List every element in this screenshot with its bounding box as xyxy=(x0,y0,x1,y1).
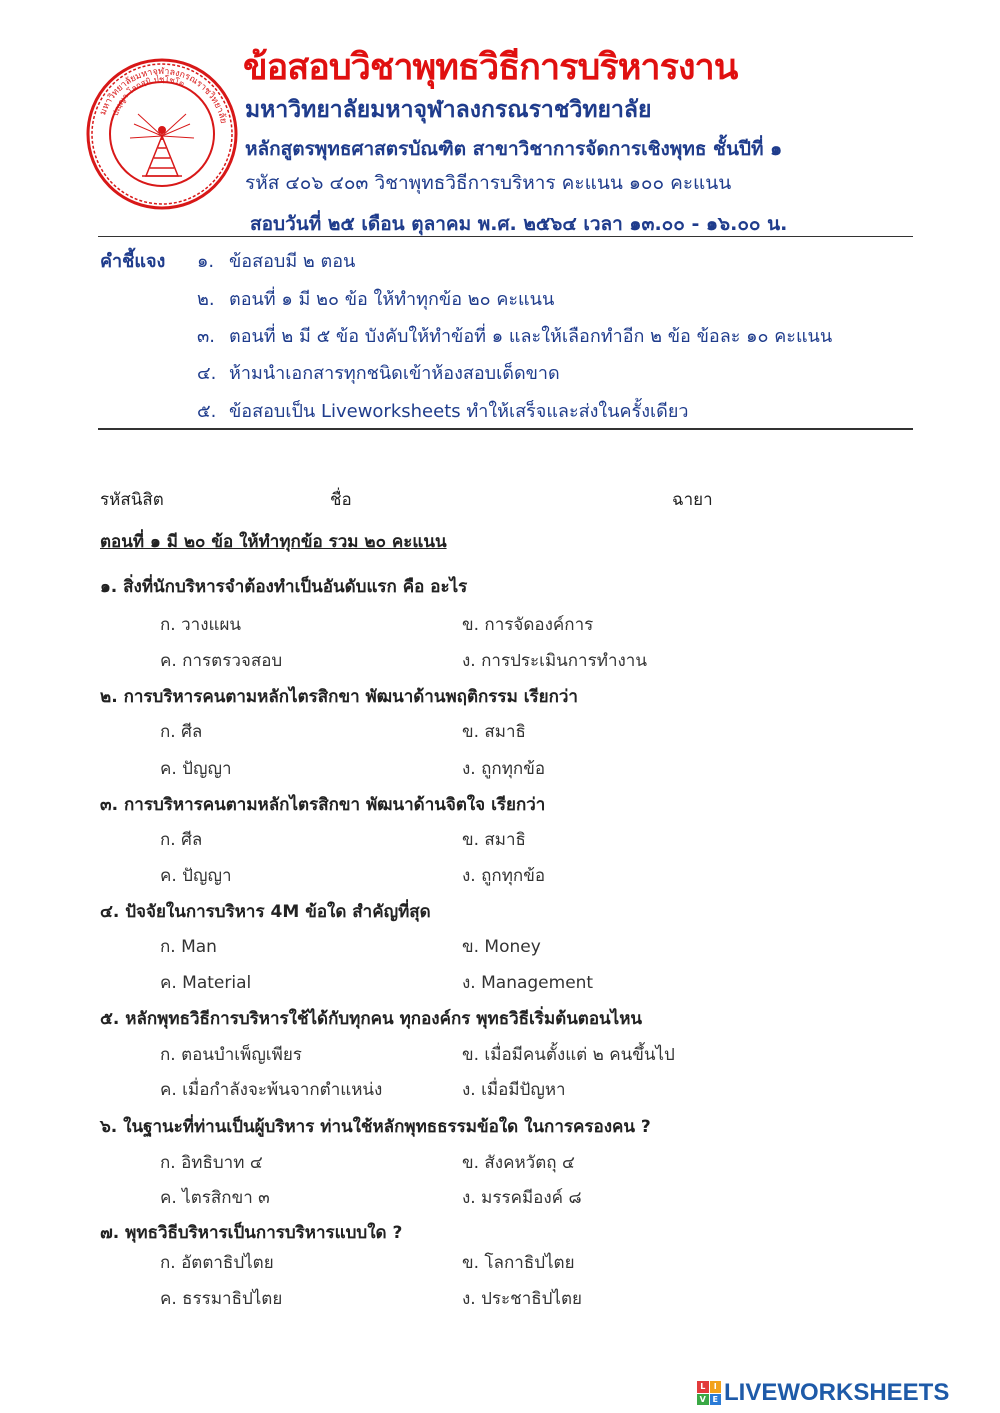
answer-option[interactable]: ข. โลกาธิปไตย xyxy=(462,1253,575,1273)
answer-option[interactable]: ก. ศีล xyxy=(160,830,203,850)
answer-option[interactable]: ข. สังคหวัตถุ ๔ xyxy=(462,1153,575,1173)
answer-option[interactable]: ก. อิทธิบาท ๔ xyxy=(160,1153,263,1173)
answer-option[interactable]: ข. เมื่อมีคนตั้งแต่ ๒ คนขึ้นไป xyxy=(462,1045,675,1065)
liveworksheets-icon xyxy=(697,1381,721,1405)
logo-text: LIVEWORKSHEETS xyxy=(724,1379,950,1406)
university-name: มหาวิทยาลัยมหาจุฬาลงกรณราชวิทยาลัย xyxy=(245,97,652,123)
logo-letter: V xyxy=(697,1394,709,1406)
answer-option[interactable]: ก. ศีล xyxy=(160,722,203,742)
answer-option[interactable]: ค. ปัญญา xyxy=(160,866,232,886)
logo-letter: L xyxy=(697,1381,709,1393)
answer-option[interactable]: ค. เมื่อกำลังจะพ้นจากตำแหน่ง xyxy=(160,1080,383,1100)
answer-option[interactable]: ข. Money xyxy=(462,937,541,957)
student-id-label[interactable]: รหัสนิสิต xyxy=(100,490,164,510)
instruction-item xyxy=(197,246,355,275)
course-line: หลักสูตรพุทธศาสตรบัณฑิต สาขาวิชาการจัดการเชิงพุทธ ชั้นปีที่ ๑ xyxy=(245,138,783,160)
answer-option[interactable]: ก. Man xyxy=(160,937,217,957)
course-code-line: รหัส ๔๐๖ ๔๐๓ วิชาพุทธวิธีการบริหาร คะแนน ๑๐๐ คะแนน xyxy=(245,172,732,194)
student-name-label[interactable]: ชื่อ xyxy=(330,490,352,510)
instruction-item xyxy=(197,284,554,313)
instruction-text: ข้อสอบมี ๒ ตอน xyxy=(229,251,356,272)
question-text: ๖. ในฐานะที่ท่านเป็นผู้บริหาร ท่านใช้หลักพุทธธรรมข้อใด ในการครองคน ? xyxy=(100,1117,651,1137)
question-text: ๓. การบริหารคนตามหลักไตรสิกขา พัฒนาด้านจิตใจ เรียกว่า xyxy=(100,795,546,815)
instruction-number: ๕. xyxy=(197,401,217,422)
answer-option[interactable]: ก. ตอนบำเพ็ญเพียร xyxy=(160,1045,302,1065)
answer-option[interactable]: ข. สมาธิ xyxy=(462,722,526,742)
seal-text: มหาวิทยาลัยมหาจุฬาลงกรณราชวิทยาลัย xyxy=(98,66,229,125)
instruction-text: ตอนที่ ๒ มี ๕ ข้อ บังคับให้ทำข้อที่ ๑ และให้เลือกทำอีก ๒ ข้อ ข้อละ ๑๐ คะแนน xyxy=(229,326,833,347)
answer-option[interactable]: ค. Material xyxy=(160,973,252,993)
part1-heading: ตอนที่ ๑ มี ๒๐ ข้อ ให้ทำทุกข้อ รวม ๒๐ คะแนน xyxy=(100,532,447,552)
answer-option[interactable]: ง. ประชาธิปไตย xyxy=(462,1289,582,1309)
answer-option[interactable]: ง. มรรคมีองค์ ๘ xyxy=(462,1188,582,1208)
instruction-text: ข้อสอบเป็น Liveworksheets ทำให้เสร็จและส่งในครั้งเดียว xyxy=(229,401,689,422)
answer-option[interactable]: ค. ไตรสิกขา ๓ xyxy=(160,1188,270,1208)
answer-option[interactable]: ค. ปัญญา xyxy=(160,759,232,779)
university-seal xyxy=(86,58,238,210)
answer-option[interactable]: ข. สมาธิ xyxy=(462,830,526,850)
answer-option[interactable]: ง. Management xyxy=(462,973,594,993)
question-text: ๒. การบริหารคนตามหลักไตรสิกขา พัฒนาด้านพฤติกรรม เรียกว่า xyxy=(100,687,578,707)
instruction-item xyxy=(197,358,560,387)
answer-option[interactable]: ง. ถูกทุกข้อ xyxy=(462,759,546,779)
logo-letter: E xyxy=(710,1394,722,1406)
exam-title: ข้อสอบวิชาพุทธวิธีการบริหารงาน xyxy=(243,47,738,88)
answer-option[interactable]: ง. ถูกทุกข้อ xyxy=(462,866,546,886)
answer-option[interactable]: ง. การประเมินการทำงาน xyxy=(462,651,647,671)
instruction-number: ๒. xyxy=(197,289,215,310)
exam-date-line: สอบวันที่ ๒๕ เดือน ตุลาคม พ.ศ. ๒๕๖๔ เวลา ๑๓.๐๐ - ๑๖.๐๐ น. xyxy=(250,213,788,235)
instruction-number: ๓. xyxy=(197,326,216,347)
answer-option[interactable]: ค. การตรวจสอบ xyxy=(160,651,283,671)
seal-icon xyxy=(86,58,238,210)
divider xyxy=(98,236,913,237)
instruction-number: ๑. xyxy=(197,251,215,272)
liveworksheets-logo xyxy=(697,1378,949,1408)
answer-option[interactable]: ง. เมื่อมีปัญหา xyxy=(462,1080,566,1100)
instruction-item xyxy=(197,396,689,425)
divider xyxy=(98,428,913,430)
question-text: ๔. ปัจจัยในการบริหาร 4M ข้อใด สำคัญที่สุด xyxy=(100,902,431,922)
instruction-number: ๔. xyxy=(197,363,217,384)
question-text: ๗. พุทธวิธีบริหารเป็นการบริหารแบบใด ? xyxy=(100,1223,403,1243)
student-alias-label[interactable]: ฉายา xyxy=(672,490,713,510)
instruction-item xyxy=(197,321,832,350)
answer-option[interactable]: ก. วางแผน xyxy=(160,615,242,635)
logo-letter: I xyxy=(710,1381,722,1393)
answer-option[interactable]: ค. ธรรมาธิปไตย xyxy=(160,1289,283,1309)
question-text: ๕. หลักพุทธวิธีการบริหารใช้ได้กับทุกคน ทุกองค์กร พุทธวิธีเริ่มต้นตอนไหน xyxy=(100,1009,643,1029)
question-text: ๑. สิ่งที่นักบริหารจำต้องทำเป็นอันดับแรก คือ อะไร xyxy=(100,577,468,597)
answer-option[interactable]: ข. การจัดองค์การ xyxy=(462,615,594,635)
instruction-text: ห้ามนำเอกสารทุกชนิดเข้าห้องสอบเด็ดขาด xyxy=(229,363,560,384)
answer-option[interactable]: ก. อัตตาธิปไตย xyxy=(160,1253,274,1273)
seal-motto: ปญฺญา โลกสฺมิ ปชฺโชโต xyxy=(110,74,186,118)
instruction-text: ตอนที่ ๑ มี ๒๐ ข้อ ให้ทำทุกข้อ ๒๐ คะแนน xyxy=(229,289,555,310)
instructions-label: คำชี้แจง xyxy=(100,251,166,272)
